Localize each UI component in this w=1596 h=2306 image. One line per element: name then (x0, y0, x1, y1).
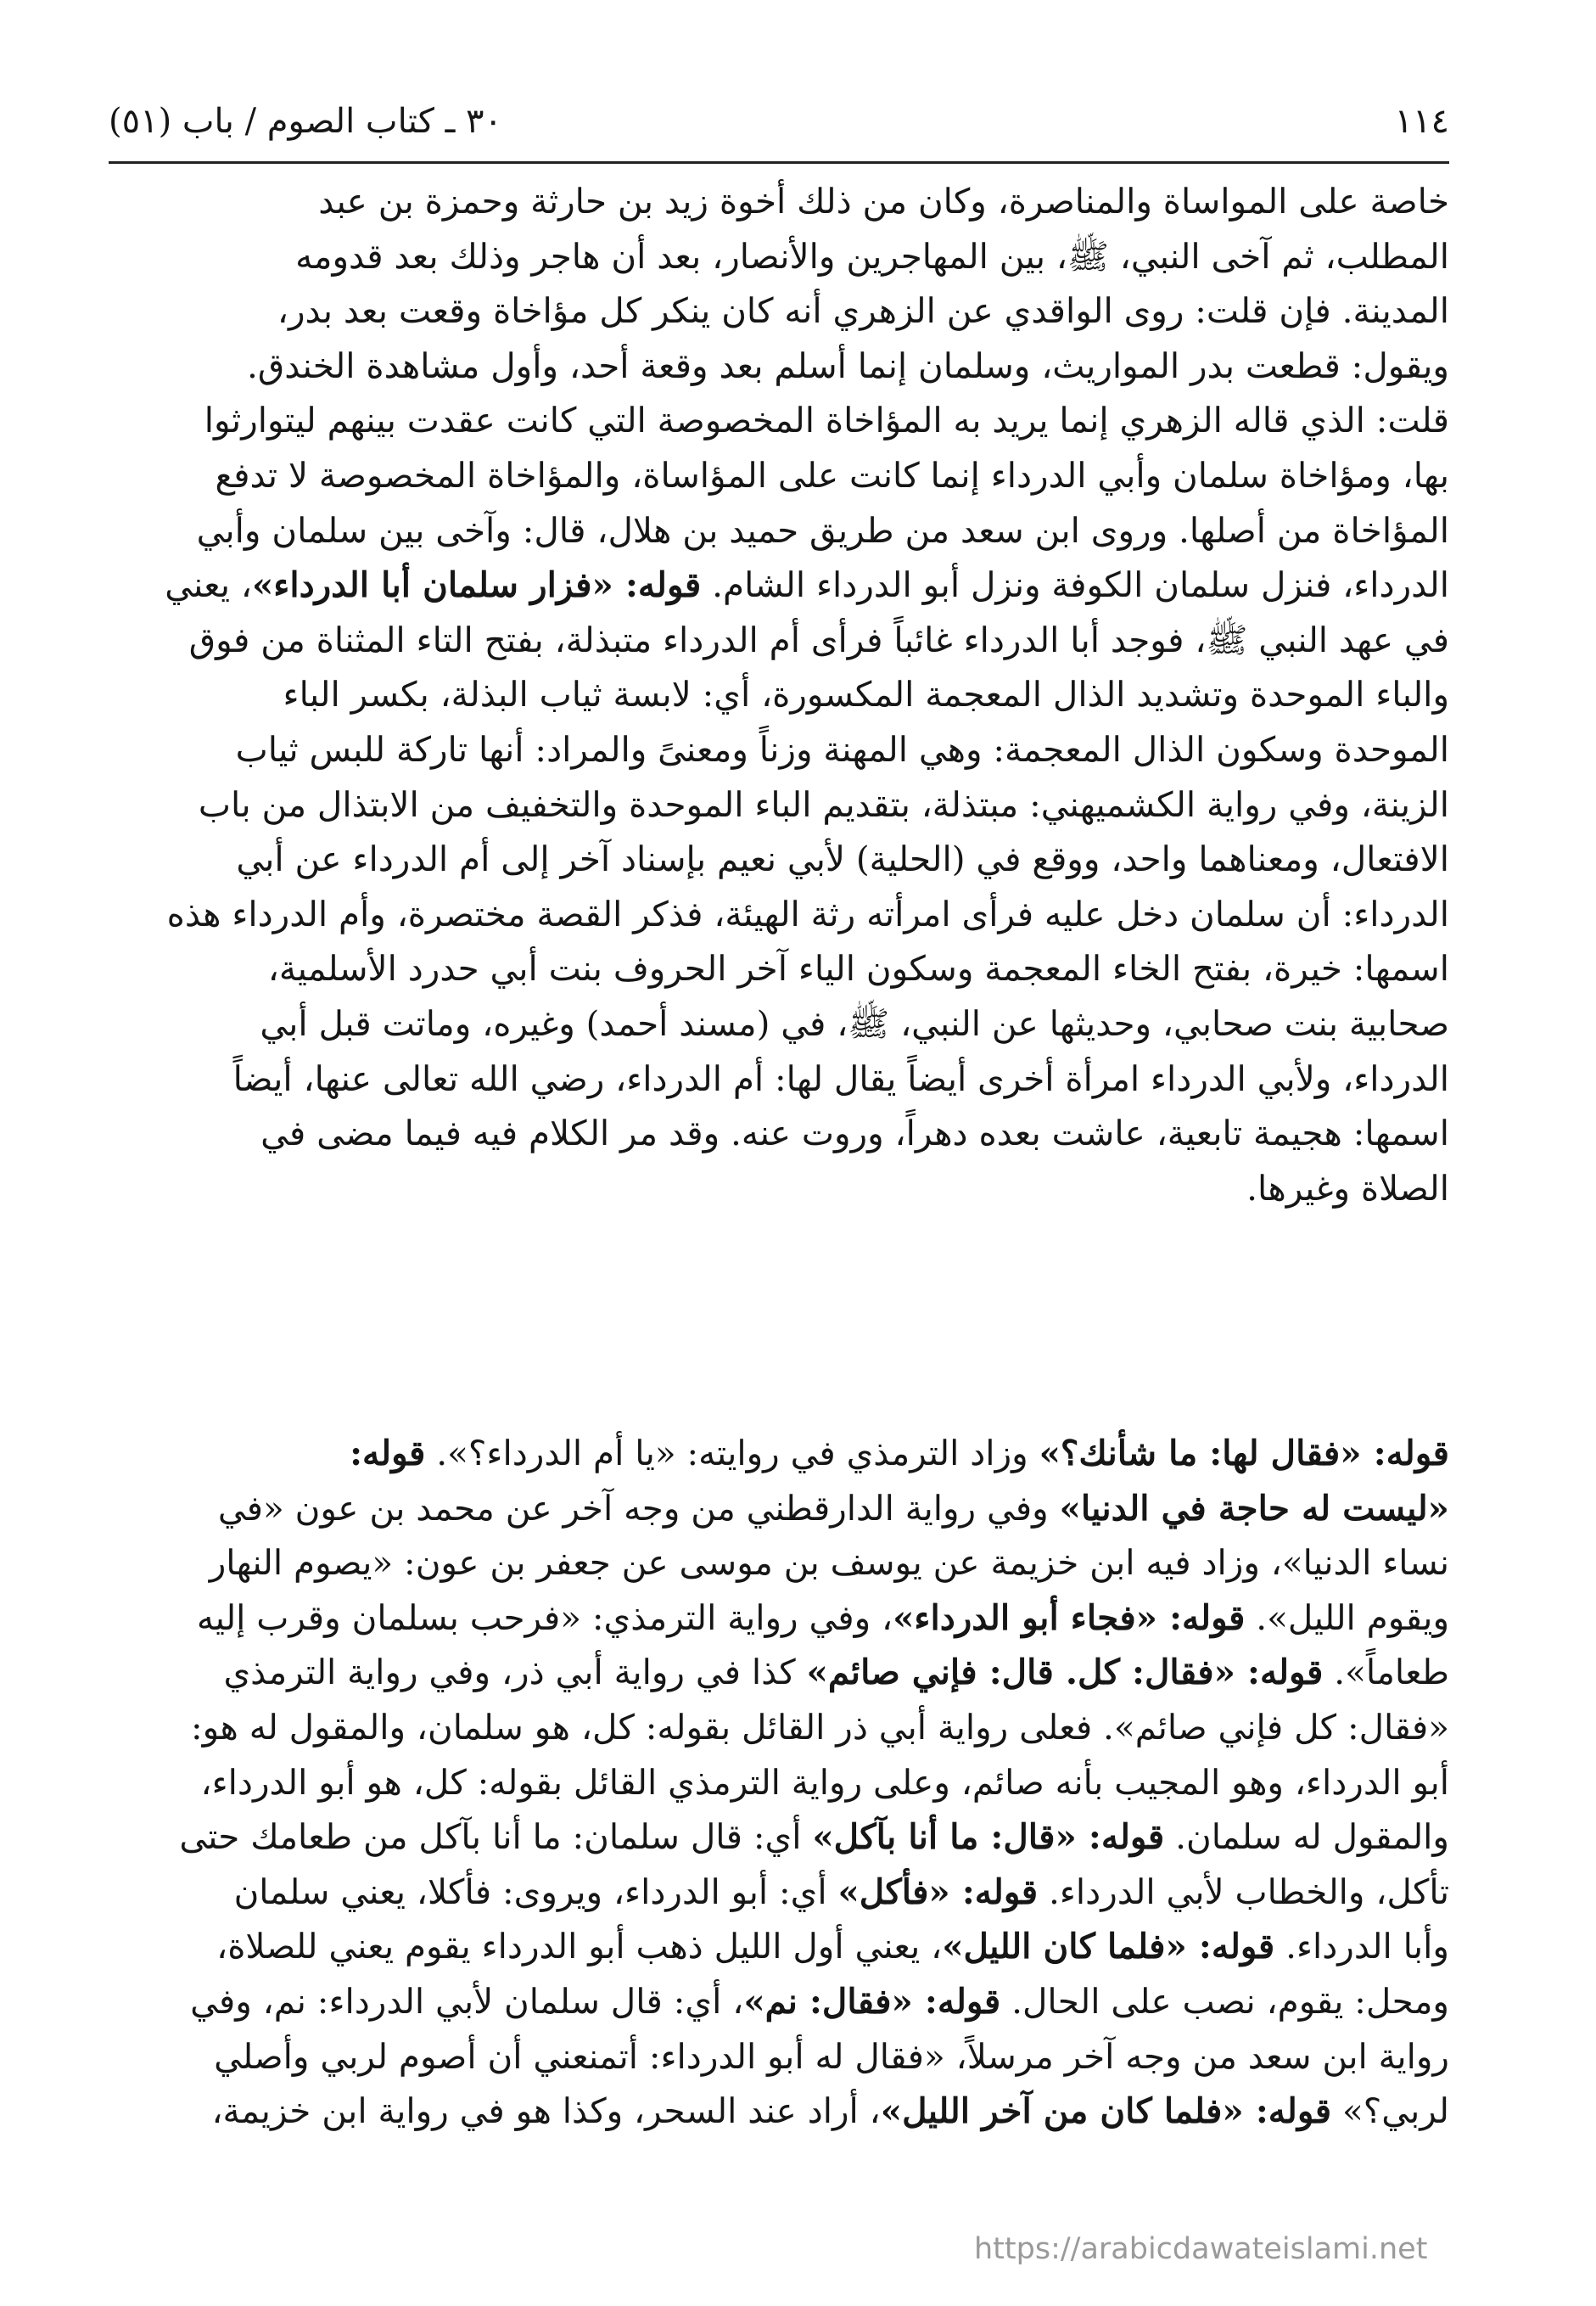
text-line (109, 1481, 1449, 1536)
line-text: المدينة. فإن قلت: روى الواقدي عن الزهري أنه كان ينكر كل مؤاخاة وقعت بعد بدر، (277, 290, 1449, 332)
line-text: صحابية بنت صحابي، وحديثها عن النبي، ﷺ، في (مسند أحمد) وغيره، وماتت قبل أبي (260, 1002, 1449, 1044)
line-text: أبو الدرداء، وهو المجيب بأنه صائم، وعلى رواية الترمذي القائل بقوله: كل، هو أبو الدرداء، (200, 1761, 1449, 1803)
text-line (109, 722, 1449, 777)
quoted-keyword: قوله: (350, 1433, 426, 1473)
line-text: والمقول له سلمان. (1164, 1816, 1449, 1858)
quoted-keyword: قوله: «فجاء أبو الدرداء» (893, 1596, 1246, 1638)
text-line (109, 174, 1449, 229)
text-line (109, 777, 1449, 833)
line-text: الدرداء، فنزل سلمان الكوفة ونزل أبو الدرداء الشام. (701, 564, 1449, 606)
line-text: المؤاخاة من أصلها. وروى ابن سعد من طريق حميد بن هلال، قال: وآخى بين سلمان وأبي (196, 509, 1449, 551)
line-text: ، يعني (165, 564, 252, 606)
watermark-url: https://arabicdawateislami.net (974, 2232, 1428, 2266)
text-line (109, 448, 1449, 503)
quoted-keyword: قوله: «فقال لها: ما شأنك؟» (1039, 1433, 1449, 1473)
paragraph-2 (109, 1426, 1449, 2139)
line-text: الصلاة وغيرها. (1246, 1167, 1449, 1209)
line-text: أي: أبو الدرداء، ويروى: فأكلا، يعني سلمان (233, 1871, 838, 1912)
line-text: بها، ومؤاخاة سلمان وأبي الدرداء إنما كانت على المؤاساة، والمؤاخاة المخصوصة لا تدفع (215, 454, 1449, 496)
text-line (109, 832, 1449, 887)
text-line (109, 1865, 1449, 1920)
text-line (109, 887, 1449, 942)
text-line (109, 229, 1449, 284)
line-text: الموحدة وسكون الذال المعجمة: وهي المهنة وزناً ومعنىً والمراد: أنها تاركة للبس ثياب (235, 728, 1449, 770)
line-text: طعاماً». (1323, 1652, 1449, 1693)
text-line (109, 1161, 1449, 1216)
line-text: الزينة، وفي رواية الكشميهني: مبتذلة، بتقديم الباء الموحدة والتخفيف من الابتذال من باب (198, 783, 1449, 825)
text-line (109, 1591, 1449, 1646)
text-line (109, 2029, 1449, 2084)
paragraph-1 (109, 174, 1449, 1215)
text-line (109, 503, 1449, 558)
line-text: المطلب، ثم آخى النبي، ﷺ، بين المهاجرين والأنصار، بعد أن هاجر وذلك بعد قدومه (295, 235, 1449, 277)
text-line (109, 1426, 1449, 1481)
line-text: ومحل: يقوم، نصب على الحال. (1000, 1980, 1449, 2022)
line-text: وزاد الترمذي في روايته: «يا أم الدرداء؟». (425, 1433, 1039, 1473)
line-text: وأبا الدرداء. (1274, 1926, 1449, 1967)
line-text: ويقول: قطعت بدر المواريث، وسلمان إنما أسلم بعد وقعة أحد، وأول مشاهدة الخندق. (246, 345, 1449, 386)
line-text: نساء الدنيا»، وزاد فيه ابن خزيمة عن يوسف بن موسى عن جعفر بن عون: «يصوم النهار (209, 1542, 1449, 1584)
line-text: أي: قال سلمان: ما أنا بآكل من طعامك حتى (179, 1816, 813, 1858)
line-text: ، يعني أول الليل ذهب أبو الدرداء يقوم يعني للصلاة، (216, 1926, 943, 1967)
line-text: اسمها: خيرة، بفتح الخاء المعجمة وسكون الياء آخر الحروف بنت أبي حدرد الأسلمية، (267, 948, 1449, 990)
page-header (109, 92, 1449, 151)
quoted-keyword: قوله: «فلما كان الليل» (942, 1926, 1275, 1967)
line-text: والباء الموحدة وتشديد الذال المعجمة المكسورة، أي: لابسة ثياب البذلة، بكسر الباء (283, 674, 1449, 715)
quoted-keyword: قوله: «فأكل» (837, 1871, 1039, 1912)
line-text: وفي رواية الدارقطني من وجه آخر عن محمد بن عون «في (217, 1487, 1060, 1529)
line-text: لربي؟» (1331, 2090, 1449, 2132)
line-text: ، أي: قال سلمان لأبي الدرداء: نم، وفي (190, 1980, 744, 2022)
line-text: ، أراد عند السحر، وكذا هو في رواية ابن خزيمة، (211, 2090, 881, 2132)
text-line (109, 2084, 1449, 2139)
quoted-keyword: قوله: «قال: ما أنا بآكل» (812, 1816, 1165, 1858)
text-line (109, 613, 1449, 668)
line-text: الافتعال، ومعناهما واحد، ووقع في (الحلية) لأبي نعيم بإسناد آخر إلى أم الدرداء عن أبي (236, 839, 1449, 880)
text-line (109, 996, 1449, 1052)
line-text: خاصة على المواساة والمناصرة، وكان من ذلك أخوة زيد بن حارثة وحمزة بن عبد (318, 181, 1449, 222)
text-line (109, 1645, 1449, 1700)
line-text: كذا في رواية أبي ذر، وفي رواية الترمذي (223, 1652, 807, 1693)
line-text: قلت: الذي قاله الزهري إنما يريد به المؤاخاة المخصوصة التي كانت عقدت بينهم ليتوارثوا (204, 400, 1449, 441)
line-text: رواية ابن سعد من وجه آخر مرسلاً، «فقال له أبو الدرداء: أتمنعني أن أصوم لربي وأصلي (214, 2035, 1449, 2077)
text-line (109, 1755, 1449, 1810)
line-text: تأكل، والخطاب لأبي الدرداء. (1038, 1871, 1449, 1912)
text-line (109, 941, 1449, 996)
line-text: «فقال: كل فإني صائم». فعلى رواية أبي ذر القائل بقوله: كل، هو سلمان، والمقول له هو: (190, 1706, 1449, 1748)
text-line (109, 558, 1449, 613)
line-text: ويقوم الليل». (1245, 1596, 1449, 1638)
page-number: ١١٤ (1394, 102, 1449, 141)
line-text: في عهد النبي ﷺ، فوجد أبا الدرداء غائباً فرأى أم الدرداء متبذلة، بفتح التاء المثناة من فوق (188, 619, 1449, 660)
text-line (109, 393, 1449, 448)
text-line (109, 1809, 1449, 1865)
line-text: اسمها: هجيمة تابعية، عاشت بعده دهراً، وروت عنه. وقد مر الكلام فيه فيما مضى في (260, 1113, 1449, 1154)
quoted-keyword: قوله: «فزار سلمان أبا الدرداء» (251, 564, 702, 606)
text-line (109, 1700, 1449, 1755)
text-line (109, 667, 1449, 722)
text-line (109, 1052, 1449, 1107)
text-line (109, 283, 1449, 339)
running-title: ٣٠ ـ كتاب الصوم / باب (٥١) (109, 102, 502, 141)
text-line (109, 1974, 1449, 2029)
line-text: الدرداء: أن سلمان دخل عليه فرأى امرأته رثة الهيئة، فذكر القصة مختصرة، وأم الدرداء هذه (166, 893, 1449, 934)
quoted-keyword: قوله: «فقال: كل. قال: فإني صائم» (806, 1652, 1324, 1693)
text-line (109, 339, 1449, 394)
quoted-keyword: قوله: «فقال: نم» (743, 1980, 1001, 2022)
text-line (109, 1106, 1449, 1161)
quoted-keyword: «ليست له حاجة في الدنيا» (1059, 1487, 1449, 1529)
text-line (109, 1919, 1449, 1974)
text-line (109, 1535, 1449, 1591)
quoted-keyword: قوله: «فلما كان من آخر الليل» (880, 2090, 1332, 2132)
line-text: الدرداء، ولأبي الدرداء امرأة أخرى أيضاً يقال لها: أم الدرداء، رضي الله تعالى عنها، أيضاً (232, 1058, 1449, 1099)
line-text: ، وفي رواية الترمذي: «فرحب بسلمان وقرب إليه (196, 1596, 893, 1638)
header-divider (109, 161, 1449, 164)
